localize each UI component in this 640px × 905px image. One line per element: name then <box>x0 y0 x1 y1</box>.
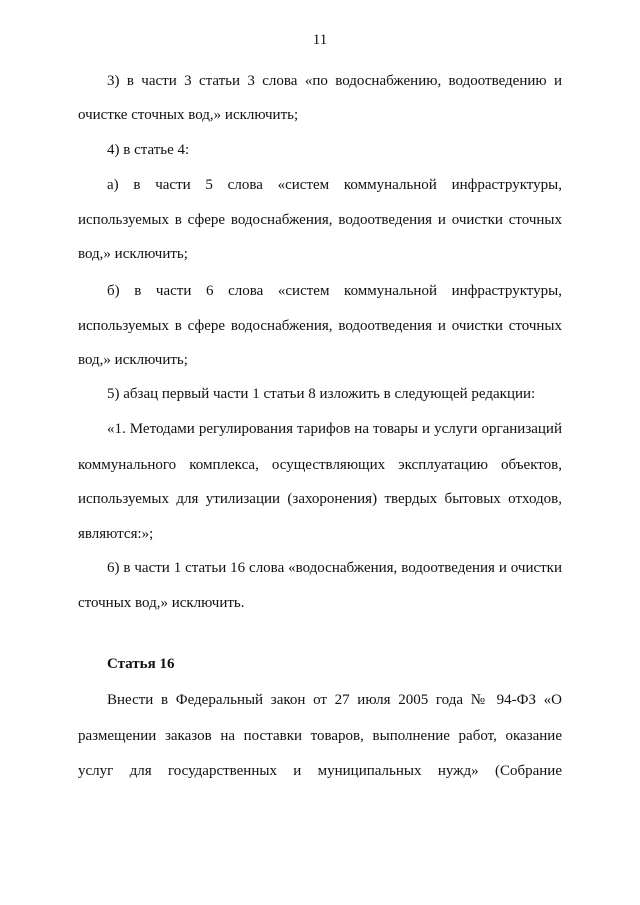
paragraph-line: а) в части 5 слова «систем коммунальной инфраструктуры, <box>107 177 562 193</box>
article-line: услуг для государственных и муниципальных нужд» (Собрание <box>78 763 562 779</box>
paragraph-line: используемых для утилизации (захоронения) твердых бытовых отходов, <box>78 491 562 507</box>
paragraph-line: коммунального комплекса, осуществляющих эксплуатацию объектов, <box>78 457 562 473</box>
paragraph-line: вод,» исключить; <box>78 352 188 368</box>
paragraph-line: являются:»; <box>78 526 154 542</box>
paragraph-line: используемых в сфере водоснабжения, водоотведения и очистки сточных <box>78 318 562 334</box>
article-line: Внести в Федеральный закон от 27 июля 2005 года № 94-ФЗ «О <box>107 692 562 708</box>
paragraph-line: вод,» исключить; <box>78 246 188 262</box>
paragraph-line: 5) абзац первый части 1 статьи 8 изложить в следующей редакции: <box>107 386 536 402</box>
article-heading: Статья 16 <box>107 656 175 672</box>
paragraph-line: 4) в статье 4: <box>107 142 190 158</box>
paragraph-line: используемых в сфере водоснабжения, водоотведения и очистки сточных <box>78 212 562 228</box>
paragraph-line: б) в части 6 слова «систем коммунальной инфраструктуры, <box>107 283 562 299</box>
article-line: размещении заказов на поставки товаров, выполнение работ, оказание <box>78 728 562 744</box>
paragraph-line: 3) в части 3 статьи 3 слова «по водоснабжению, водоотведению и <box>107 73 562 89</box>
paragraph-line: 6) в части 1 статьи 16 слова «водоснабжения, водоотведения и очистки <box>107 560 562 576</box>
paragraph-line: очистке сточных вод,» исключить; <box>78 107 299 123</box>
page-number: 11 <box>312 32 328 48</box>
paragraph-line: «1. Методами регулирования тарифов на товары и услуги организаций <box>107 421 562 437</box>
paragraph-line: сточных вод,» исключить. <box>78 595 245 611</box>
